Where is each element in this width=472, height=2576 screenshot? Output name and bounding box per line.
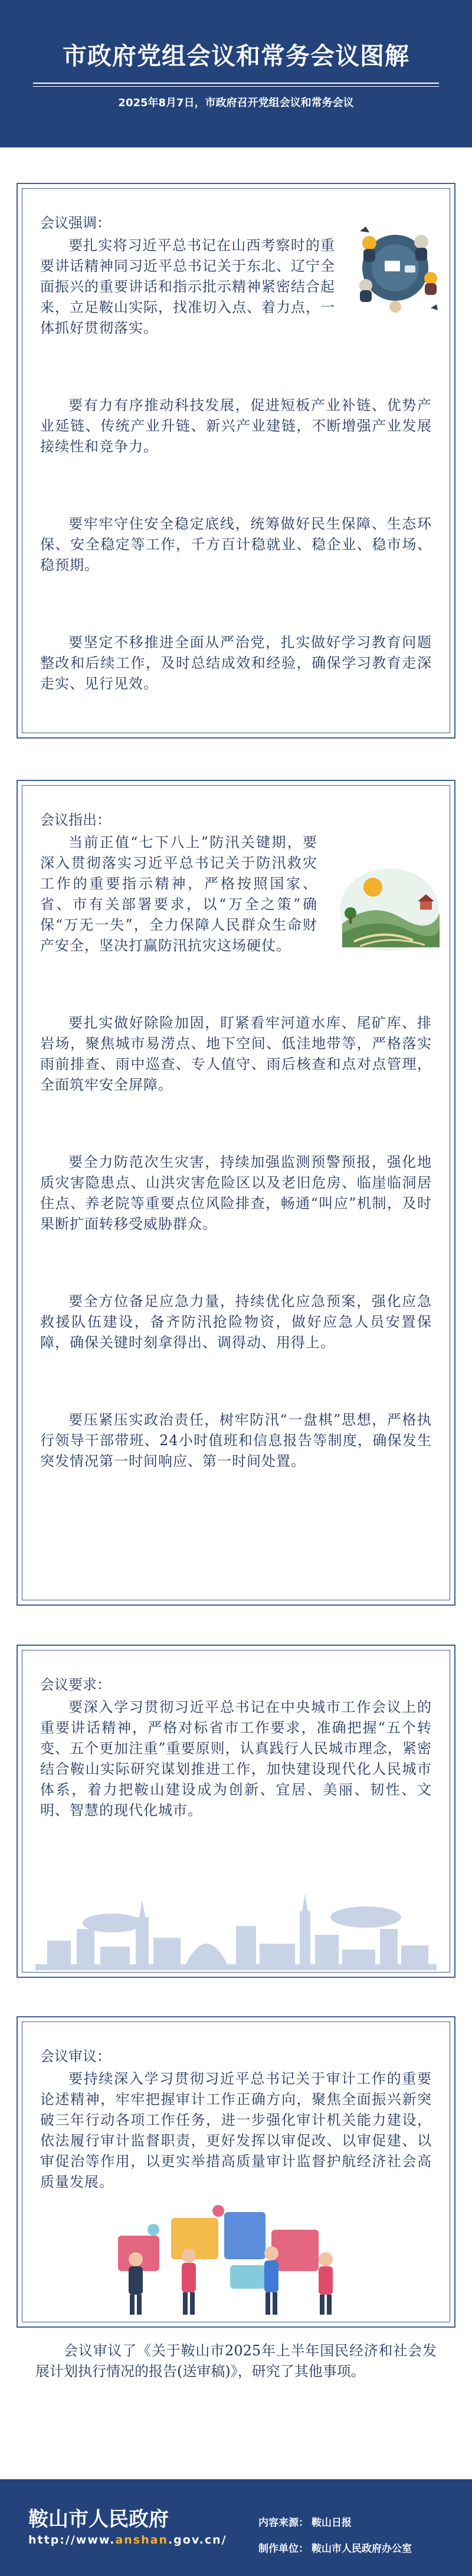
team-puzzle-illustration xyxy=(94,2194,378,2318)
section-requirements-card xyxy=(17,1645,455,1978)
page-subtitle: 2025年8月7日，市政府召开党组会议和常务会议 xyxy=(118,97,354,109)
footer-maker-row xyxy=(258,2536,412,2562)
section-requirements-label: 会议要求： xyxy=(40,1676,111,1693)
section-requirements-content xyxy=(40,1673,432,1821)
section-points-para-5: 要压紧压实政治责任，树牢防汛“一盘棋”思想，严格执行领导干部带班、24小时值班和信息报告等制度，确保发生突发情况第一时间响应、第一时间处置。 xyxy=(40,1412,432,1469)
header-divider-thin xyxy=(33,86,439,87)
closing-paragraph: 会议审议了《关于鞍山市2025年上半年国民经济和社会发展计划执行情况的报告(送审稿)》，研究了其他事项。 xyxy=(35,2342,437,2380)
footer-maker-value: 鞍山市人民政府办公室 xyxy=(312,2543,412,2555)
section-points-card xyxy=(17,780,455,1606)
section-points-para-2: 要扎实做好除险加固，盯紧看牢河道水库、尾矿库、排岩场，聚焦城市易涝点、地下空间、低洼地带等，严格落实雨前排查、雨中巡查、专人值守、雨后核查和点对点管理，全面筑牢安全屏障。 xyxy=(40,1015,432,1093)
footer-info xyxy=(258,2510,412,2562)
footer-url-suffix: .gov.cn/ xyxy=(168,2534,227,2547)
section-review-para-1: 要持续深入学习贯彻习近平总书记关于审计工作的重要论述精神，牢牢把握审计工作正确方向，聚焦全面振兴新突破三年行动各项工作任务，进一步强化审计机关能力建设，依法履行审计监督职责，更好发挥以审促改、以审促建、以审促治等作用，以更实举措高质量审计监督护航经济社会高质量发展。 xyxy=(40,2070,432,2190)
section-points-para-1: 当前正值“七下八上”防汛关键期，要深入贯彻落实习近平总书记关于防汛救灾工作的重要指示精神，严格按照国家、省、市有关部署要求，以“万全之策”确保“万无一失”，全力保障人民群众生命财产安全，坚决打赢防汛抗灾这场硬仗。 xyxy=(40,834,317,954)
section-emphasis-label: 会议强调： xyxy=(40,215,111,231)
footer-website-link[interactable] xyxy=(28,2534,227,2547)
footer-banner xyxy=(0,2479,472,2576)
footer-source-value: 鞍山日报 xyxy=(312,2517,352,2529)
section-review-card xyxy=(17,2016,455,2328)
footer-maker-key: 制作单位： xyxy=(258,2543,309,2555)
section-emphasis-card xyxy=(17,183,455,739)
header-divider xyxy=(33,83,439,84)
section-points-para-3: 要全力防范次生灾害，持续加强监测预警预报，强化地质灾害隐患点、山洪灾害危险区以及老旧危房、临崖临洞居住点、养老院等重要点位风险排查，畅通“叫应”机制，及时果断扩面转移受威胁群众。 xyxy=(40,1154,432,1232)
city-skyline-illustration xyxy=(35,1894,437,1970)
footer-source-row xyxy=(258,2510,412,2536)
section-emphasis-para-1: 要扎实将习近平总书记在山西考察时的重要讲话精神同习近平总书记关于东北、辽宁全面振兴的重要讲话和指示批示精神紧密结合起来，立足鞍山实际，找准切入点、着力点，一体抓好贯彻落实。 xyxy=(40,237,335,336)
section-review-content xyxy=(40,2045,432,2193)
section-emphasis-para-2: 要有力有序推动科技发展，促进短板产业补链、优势产业延链、传统产业升链、新兴产业建链，不断增强产业发展接续性和竞争力。 xyxy=(40,397,432,455)
section-requirements-para-1: 要深入学习贯彻习近平总书记在中央城市工作会议上的重要讲话精神，严格对标省市工作要求，准确把握“五个转变、五个更加注重”重要原则，认真践行人民城市理念，紧密结合鞍山实际研究谋划推进工作，加快建设现代化人民城市体系，着力把鞍山建设成为创新、宜居、美丽、韧性、文明、智慧的现代化城市。 xyxy=(40,1699,432,1819)
header-banner xyxy=(0,0,472,147)
section-points-label: 会议指出： xyxy=(40,812,111,828)
footer-url-highlight: anshan xyxy=(115,2534,168,2547)
section-emphasis-para-4: 要坚定不移推进全面从严治党，扎实做好学习教育问题整改和后续工作，及时总结成效和经验，确保学习教育走深走实、见行见效。 xyxy=(40,634,432,692)
footer-org-name: 鞍山市人民政府 xyxy=(28,2508,169,2531)
section-emphasis-para-3: 要牢牢守住安全稳定底线，统筹做好民生保障、生态环保、安全稳定等工作，千方百计稳就业、稳企业、稳市场、稳预期。 xyxy=(40,516,432,573)
landscape-illustration xyxy=(336,859,442,953)
section-points-para-4: 要全方位备足应急力量，持续优化应急预案，强化应急救援队伍建设，备齐防汛抢险物资，做好应急人员安置保障，确保关键时刻拿得出、调得动、用得上。 xyxy=(40,1293,432,1351)
page-title: 市政府党组会议和常务会议图解 xyxy=(63,42,409,70)
footer-source-key: 内容来源： xyxy=(258,2517,309,2529)
meeting-table-illustration xyxy=(348,219,442,314)
footer-url-prefix: http://www. xyxy=(28,2534,116,2547)
section-review-label: 会议审议： xyxy=(40,2048,111,2065)
